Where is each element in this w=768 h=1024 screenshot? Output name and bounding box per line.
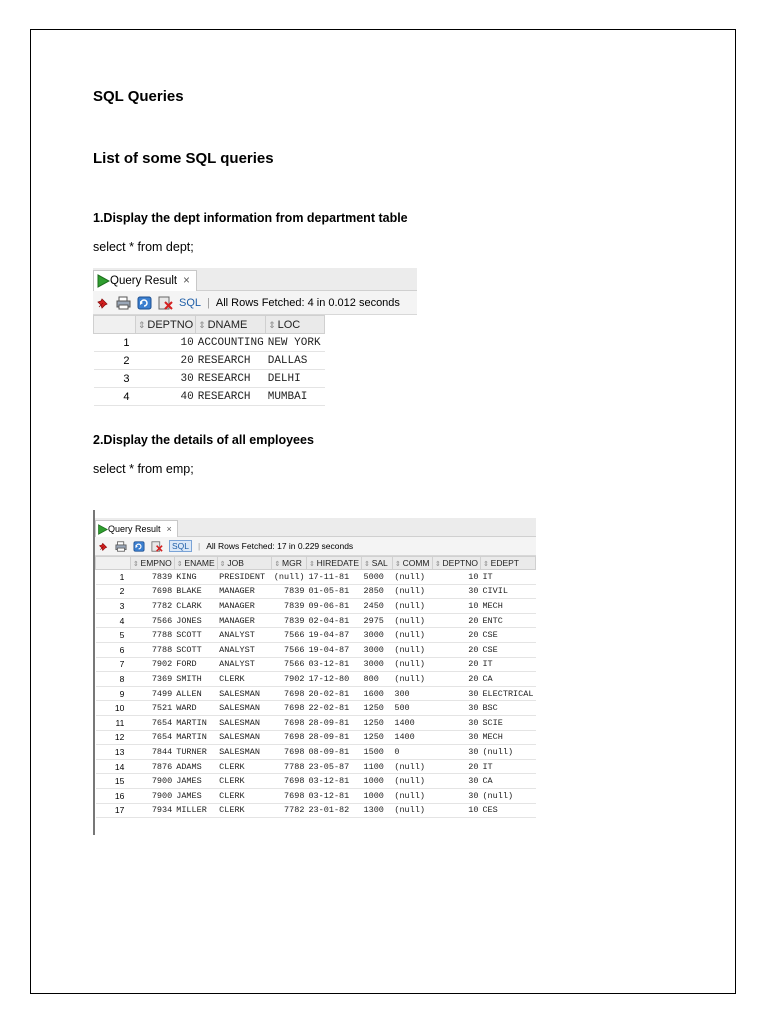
table-cell[interactable]: (null)	[392, 672, 432, 687]
row-number: 6	[96, 642, 131, 657]
column-header-hiredate[interactable]: ⇕ HIREDATE	[306, 557, 361, 570]
table-cell[interactable]: 17-11-81	[306, 570, 361, 585]
table-cell[interactable]: 19-04-87	[306, 628, 361, 643]
table-cell[interactable]: RESEARCH	[196, 388, 266, 406]
page-border	[30, 29, 736, 994]
table-row[interactable]	[96, 657, 536, 672]
table-cell[interactable]: 7788	[130, 642, 174, 657]
table-cell[interactable]: 2975	[362, 613, 393, 628]
table-row[interactable]	[96, 715, 536, 730]
table-cell[interactable]: 7698	[272, 745, 307, 760]
sort-icon: ⇕	[364, 561, 370, 568]
table-cell[interactable]: 3000	[362, 642, 393, 657]
table-cell[interactable]: 30	[432, 715, 480, 730]
table-cell[interactable]: 7654	[130, 730, 174, 745]
table-cell[interactable]: ENTC	[480, 613, 535, 628]
table-cell[interactable]: 30	[136, 370, 196, 388]
table-cell[interactable]: 17-12-80	[306, 672, 361, 687]
table-cell[interactable]: ADAMS	[174, 759, 217, 774]
sort-icon: ⇕	[394, 561, 401, 568]
table-cell[interactable]: KING	[174, 570, 217, 585]
table-cell[interactable]: 7839	[272, 599, 307, 614]
table-row[interactable]	[94, 388, 325, 406]
row-number: 9	[96, 686, 131, 701]
table-row[interactable]	[96, 730, 536, 745]
row-number: 7	[96, 657, 131, 672]
table-cell[interactable]: MANAGER	[217, 613, 272, 628]
table-cell[interactable]: 7698	[272, 701, 307, 716]
fetch-status: All Rows Fetched: 4 in 0.012 seconds	[215, 296, 400, 309]
table-cell[interactable]: SALESMAN	[217, 715, 272, 730]
query-result-panel-2	[95, 518, 536, 822]
table-cell[interactable]: 5000	[362, 570, 393, 585]
table-cell[interactable]: 7876	[130, 759, 174, 774]
table-cell[interactable]: 7698	[272, 774, 307, 789]
fetch-status: All Rows Fetched: 17 in 0.229 seconds	[206, 541, 354, 551]
table-cell[interactable]: 20	[432, 642, 480, 657]
table-row[interactable]	[96, 599, 536, 614]
result-toolbar	[95, 537, 536, 556]
table-row[interactable]	[96, 613, 536, 628]
table-row[interactable]	[96, 642, 536, 657]
table-cell[interactable]: 09-06-81	[306, 599, 361, 614]
table-cell[interactable]: MANAGER	[217, 584, 272, 599]
table-cell[interactable]: 800	[362, 672, 393, 687]
query2-heading: 2.Display the details of all employees	[93, 433, 314, 447]
table-cell[interactable]: 7788	[130, 628, 174, 643]
table-cell[interactable]: 7698	[272, 788, 307, 803]
column-header-dname[interactable]: ⇕ DNAME	[196, 316, 266, 334]
row-number: 12	[96, 730, 131, 745]
table-cell[interactable]: 7934	[130, 803, 174, 818]
column-header-edept[interactable]: ⇕ EDEPT	[480, 557, 535, 570]
table-cell[interactable]: 30	[432, 745, 480, 760]
table-cell[interactable]: (null)	[392, 657, 432, 672]
pin-icon[interactable]	[96, 296, 110, 310]
row-number-header	[96, 557, 131, 570]
table-cell[interactable]: 20	[136, 352, 196, 370]
column-header-ename[interactable]: ⇕ ENAME	[174, 557, 217, 570]
table-cell[interactable]: 01-05-81	[306, 584, 361, 599]
table-cell[interactable]: MARTIN	[174, 715, 217, 730]
result-grid-1	[93, 315, 325, 406]
row-number: 1	[96, 570, 131, 585]
document-title: SQL Queries	[93, 88, 184, 105]
table-cell[interactable]: 500	[392, 701, 432, 716]
table-cell[interactable]: 1000	[362, 788, 393, 803]
row-number-header	[94, 316, 136, 334]
run-icon	[96, 274, 110, 288]
tab-query-result[interactable]	[93, 270, 197, 291]
table-cell[interactable]: (null)	[392, 774, 432, 789]
row-number: 3	[96, 599, 131, 614]
table-cell[interactable]: 1000	[362, 774, 393, 789]
table-cell[interactable]: 7839	[272, 613, 307, 628]
table-cell[interactable]: CES	[480, 803, 535, 818]
table-cell[interactable]: IT	[480, 759, 535, 774]
column-header-deptno[interactable]: ⇕ DEPTNO	[432, 557, 480, 570]
table-cell[interactable]: 7499	[130, 686, 174, 701]
table-cell[interactable]: PRESIDENT	[217, 570, 272, 585]
table-cell[interactable]: 7839	[272, 584, 307, 599]
table-row[interactable]	[94, 352, 325, 370]
table-cell[interactable]: 7698	[272, 730, 307, 745]
table-cell[interactable]: 7902	[272, 672, 307, 687]
table-cell[interactable]: 03-12-81	[306, 788, 361, 803]
clear-icon[interactable]	[151, 541, 163, 552]
table-cell[interactable]: 300	[392, 686, 432, 701]
row-number: 4	[96, 613, 131, 628]
table-cell[interactable]: SCIE	[480, 715, 535, 730]
table-cell[interactable]: 10	[432, 803, 480, 818]
print-icon[interactable]	[115, 541, 127, 552]
table-cell[interactable]: 7844	[130, 745, 174, 760]
table-cell[interactable]: CLERK	[217, 759, 272, 774]
table-cell[interactable]: BLAKE	[174, 584, 217, 599]
table-cell[interactable]: 30	[432, 701, 480, 716]
run-icon	[97, 524, 108, 535]
table-cell[interactable]: MARTIN	[174, 730, 217, 745]
toolbar-separator: |	[207, 296, 210, 309]
row-number: 2	[96, 584, 131, 599]
table-row[interactable]	[96, 759, 536, 774]
sql-button[interactable]: SQL	[179, 296, 202, 309]
table-cell[interactable]: 30	[432, 774, 480, 789]
tab-query-result[interactable]	[95, 520, 178, 537]
result-tabbar	[95, 518, 536, 537]
table-cell[interactable]: CSE	[480, 628, 535, 643]
table-cell[interactable]: 7654	[130, 715, 174, 730]
table-cell[interactable]: 23-05-87	[306, 759, 361, 774]
sql-button[interactable]: SQL	[169, 540, 192, 552]
table-cell[interactable]: CA	[480, 672, 535, 687]
table-cell[interactable]: 3000	[362, 657, 393, 672]
row-number: 17	[96, 803, 131, 818]
table-cell[interactable]: (null)	[392, 584, 432, 599]
column-header-deptno[interactable]: ⇕ DEPTNO	[136, 316, 196, 334]
table-cell[interactable]: 20	[432, 657, 480, 672]
sort-icon: ⇕	[308, 561, 315, 568]
table-cell[interactable]: 7900	[130, 788, 174, 803]
table-cell[interactable]: 30	[432, 686, 480, 701]
row-number: 5	[96, 628, 131, 643]
table-cell[interactable]: (null)	[392, 642, 432, 657]
table-cell[interactable]: ACCOUNTING	[196, 334, 266, 352]
table-cell[interactable]: MANAGER	[217, 599, 272, 614]
row-number: 2	[94, 352, 136, 370]
table-cell[interactable]: SALESMAN	[217, 730, 272, 745]
table-cell[interactable]: 23-01-82	[306, 803, 361, 818]
query1-heading: 1.Display the dept information from department table	[93, 211, 408, 225]
table-cell[interactable]: CLERK	[217, 788, 272, 803]
table-row[interactable]	[96, 584, 536, 599]
table-row[interactable]	[96, 803, 536, 818]
table-cell[interactable]: (null)	[392, 613, 432, 628]
table-cell[interactable]: CSE	[480, 642, 535, 657]
table-cell[interactable]: 30	[432, 788, 480, 803]
table-cell[interactable]: 20	[432, 613, 480, 628]
row-number: 4	[94, 388, 136, 406]
table-cell[interactable]: 7369	[130, 672, 174, 687]
table-cell[interactable]: 20	[432, 759, 480, 774]
table-cell[interactable]: (null)	[392, 599, 432, 614]
table-cell[interactable]: (null)	[272, 570, 307, 585]
table-cell[interactable]: 7566	[272, 657, 307, 672]
table-cell[interactable]: SCOTT	[174, 628, 217, 643]
row-number: 15	[96, 774, 131, 789]
table-cell[interactable]: 1100	[362, 759, 393, 774]
table-cell[interactable]: 10	[136, 334, 196, 352]
table-cell[interactable]: MECH	[480, 730, 535, 745]
table-cell[interactable]: 19-04-87	[306, 642, 361, 657]
table-row[interactable]	[96, 788, 536, 803]
table-cell[interactable]: 20	[432, 628, 480, 643]
table-cell[interactable]: ANALYST	[217, 642, 272, 657]
table-cell[interactable]: 10	[432, 570, 480, 585]
table-row[interactable]	[96, 628, 536, 643]
table-cell[interactable]: CLARK	[174, 599, 217, 614]
column-header-mgr[interactable]: ⇕ MGR	[272, 557, 307, 570]
table-cell[interactable]: 7698	[272, 686, 307, 701]
column-header-job[interactable]: ⇕ JOB	[217, 557, 272, 570]
table-cell[interactable]: (null)	[480, 788, 535, 803]
close-icon[interactable]: ×	[183, 275, 190, 287]
row-number: 1	[94, 334, 136, 352]
table-cell[interactable]: SALESMAN	[217, 686, 272, 701]
table-cell[interactable]: 0	[392, 745, 432, 760]
table-cell[interactable]: 1250	[362, 701, 393, 716]
pin-icon[interactable]	[98, 541, 109, 552]
table-cell[interactable]: 7782	[272, 803, 307, 818]
table-cell[interactable]: WARD	[174, 701, 217, 716]
refresh-icon[interactable]	[137, 296, 152, 310]
table-cell[interactable]: MECH	[480, 599, 535, 614]
sort-icon: ⇕	[482, 561, 489, 568]
table-cell[interactable]: JAMES	[174, 788, 217, 803]
column-header-sal[interactable]: ⇕ SAL	[362, 557, 393, 570]
table-cell[interactable]: DALLAS	[266, 352, 325, 370]
row-number: 10	[96, 701, 131, 716]
column-header-loc[interactable]: ⇕ LOC	[266, 316, 325, 334]
table-cell[interactable]: SCOTT	[174, 642, 217, 657]
table-row[interactable]	[96, 745, 536, 760]
table-cell[interactable]: 1400	[392, 715, 432, 730]
table-cell[interactable]: 1300	[362, 803, 393, 818]
table-cell[interactable]: 28-09-81	[306, 715, 361, 730]
column-header-empno[interactable]: ⇕ EMPNO	[130, 557, 174, 570]
refresh-icon[interactable]	[133, 541, 145, 552]
table-cell[interactable]: RESEARCH	[196, 352, 266, 370]
table-row[interactable]	[94, 334, 325, 352]
table-cell[interactable]: 7902	[130, 657, 174, 672]
table-cell[interactable]: 7566	[272, 642, 307, 657]
table-cell[interactable]: (null)	[392, 628, 432, 643]
table-cell[interactable]: 1400	[392, 730, 432, 745]
table-cell[interactable]: ALLEN	[174, 686, 217, 701]
table-cell[interactable]: JAMES	[174, 774, 217, 789]
table-cell[interactable]: 1250	[362, 715, 393, 730]
result-toolbar	[93, 291, 417, 315]
table-cell[interactable]: IT	[480, 657, 535, 672]
table-cell[interactable]: 20-02-81	[306, 686, 361, 701]
toolbar-separator: |	[198, 541, 201, 551]
table-cell[interactable]: BSC	[480, 701, 535, 716]
table-cell[interactable]: 1250	[362, 730, 393, 745]
table-cell[interactable]: SALESMAN	[217, 701, 272, 716]
table-cell[interactable]: 7566	[130, 613, 174, 628]
table-cell[interactable]: 02-04-81	[306, 613, 361, 628]
table-row[interactable]	[96, 570, 536, 585]
table-cell[interactable]: SALESMAN	[217, 745, 272, 760]
table-row[interactable]	[96, 672, 536, 687]
table-cell[interactable]: 10	[432, 599, 480, 614]
table-cell[interactable]: ANALYST	[217, 657, 272, 672]
table-cell[interactable]: 03-12-81	[306, 657, 361, 672]
sort-icon: ⇕	[274, 561, 281, 568]
column-header-comm[interactable]: ⇕ COMM	[392, 557, 432, 570]
table-cell[interactable]: IT	[480, 570, 535, 585]
table-cell[interactable]: NEW YORK	[266, 334, 325, 352]
table-cell[interactable]: MILLER	[174, 803, 217, 818]
sort-icon: ⇕	[434, 561, 441, 568]
table-cell[interactable]: ELECTRICAL	[480, 686, 535, 701]
table-row[interactable]	[96, 774, 536, 789]
table-cell[interactable]: ANALYST	[217, 628, 272, 643]
table-cell[interactable]: TURNER	[174, 745, 217, 760]
sort-icon: ⇕	[132, 561, 139, 568]
sort-icon: ⇕	[138, 319, 146, 330]
table-cell[interactable]: 2850	[362, 584, 393, 599]
table-cell[interactable]: 7521	[130, 701, 174, 716]
sort-icon: ⇕	[219, 561, 226, 568]
row-number: 8	[96, 672, 131, 687]
result-tabbar	[93, 268, 417, 291]
result-grid-2	[95, 556, 536, 818]
table-cell[interactable]: CLERK	[217, 803, 272, 818]
print-icon[interactable]	[116, 296, 131, 310]
row-number: 14	[96, 759, 131, 774]
table-cell[interactable]: 28-09-81	[306, 730, 361, 745]
table-cell[interactable]: CIVIL	[480, 584, 535, 599]
row-number: 11	[96, 715, 131, 730]
table-cell[interactable]: 40	[136, 388, 196, 406]
table-cell[interactable]: 7566	[272, 628, 307, 643]
table-cell[interactable]: RESEARCH	[196, 370, 266, 388]
table-cell[interactable]: 1600	[362, 686, 393, 701]
table-cell[interactable]: 30	[432, 730, 480, 745]
table-cell[interactable]: 7782	[130, 599, 174, 614]
table-cell[interactable]: 1500	[362, 745, 393, 760]
table-cell[interactable]: JONES	[174, 613, 217, 628]
table-cell[interactable]: CA	[480, 774, 535, 789]
table-cell[interactable]: 7839	[130, 570, 174, 585]
query1-sql: select * from dept;	[93, 240, 194, 254]
table-cell[interactable]: 22-02-81	[306, 701, 361, 716]
query2-sql: select * from emp;	[93, 462, 194, 476]
row-number: 13	[96, 745, 131, 760]
table-cell[interactable]: MUMBAI	[266, 388, 325, 406]
table-cell[interactable]: 03-12-81	[306, 774, 361, 789]
table-cell[interactable]: (null)	[480, 745, 535, 760]
table-cell[interactable]: 30	[432, 584, 480, 599]
table-cell[interactable]: 08-09-81	[306, 745, 361, 760]
table-cell[interactable]: 7698	[272, 715, 307, 730]
sort-icon: ⇕	[198, 319, 206, 330]
table-cell[interactable]: CLERK	[217, 774, 272, 789]
clear-icon[interactable]	[158, 296, 173, 310]
table-cell[interactable]: 7698	[130, 584, 174, 599]
row-number: 16	[96, 788, 131, 803]
table-cell[interactable]: CLERK	[217, 672, 272, 687]
table-cell[interactable]: DELHI	[266, 370, 325, 388]
table-row[interactable]	[94, 370, 325, 388]
table-cell[interactable]: 2450	[362, 599, 393, 614]
tab-label: Query Result	[108, 524, 161, 534]
sort-icon: ⇕	[268, 319, 276, 330]
table-cell[interactable]: FORD	[174, 657, 217, 672]
sort-icon: ⇕	[176, 561, 183, 568]
table-cell[interactable]: 3000	[362, 628, 393, 643]
table-cell[interactable]: SMITH	[174, 672, 217, 687]
close-icon[interactable]: ×	[166, 524, 172, 534]
table-cell[interactable]: (null)	[392, 759, 432, 774]
table-cell[interactable]: (null)	[392, 803, 432, 818]
row-number: 3	[94, 370, 136, 388]
table-cell[interactable]: (null)	[392, 570, 432, 585]
table-cell[interactable]: 7788	[272, 759, 307, 774]
table-cell[interactable]: 7900	[130, 774, 174, 789]
table-cell[interactable]: 20	[432, 672, 480, 687]
document-subtitle: List of some SQL queries	[93, 150, 274, 167]
query-result-panel-1	[93, 268, 417, 408]
table-cell[interactable]: (null)	[392, 788, 432, 803]
tab-label: Query Result	[110, 275, 178, 287]
table-row[interactable]	[96, 686, 536, 701]
table-row[interactable]	[96, 701, 536, 716]
